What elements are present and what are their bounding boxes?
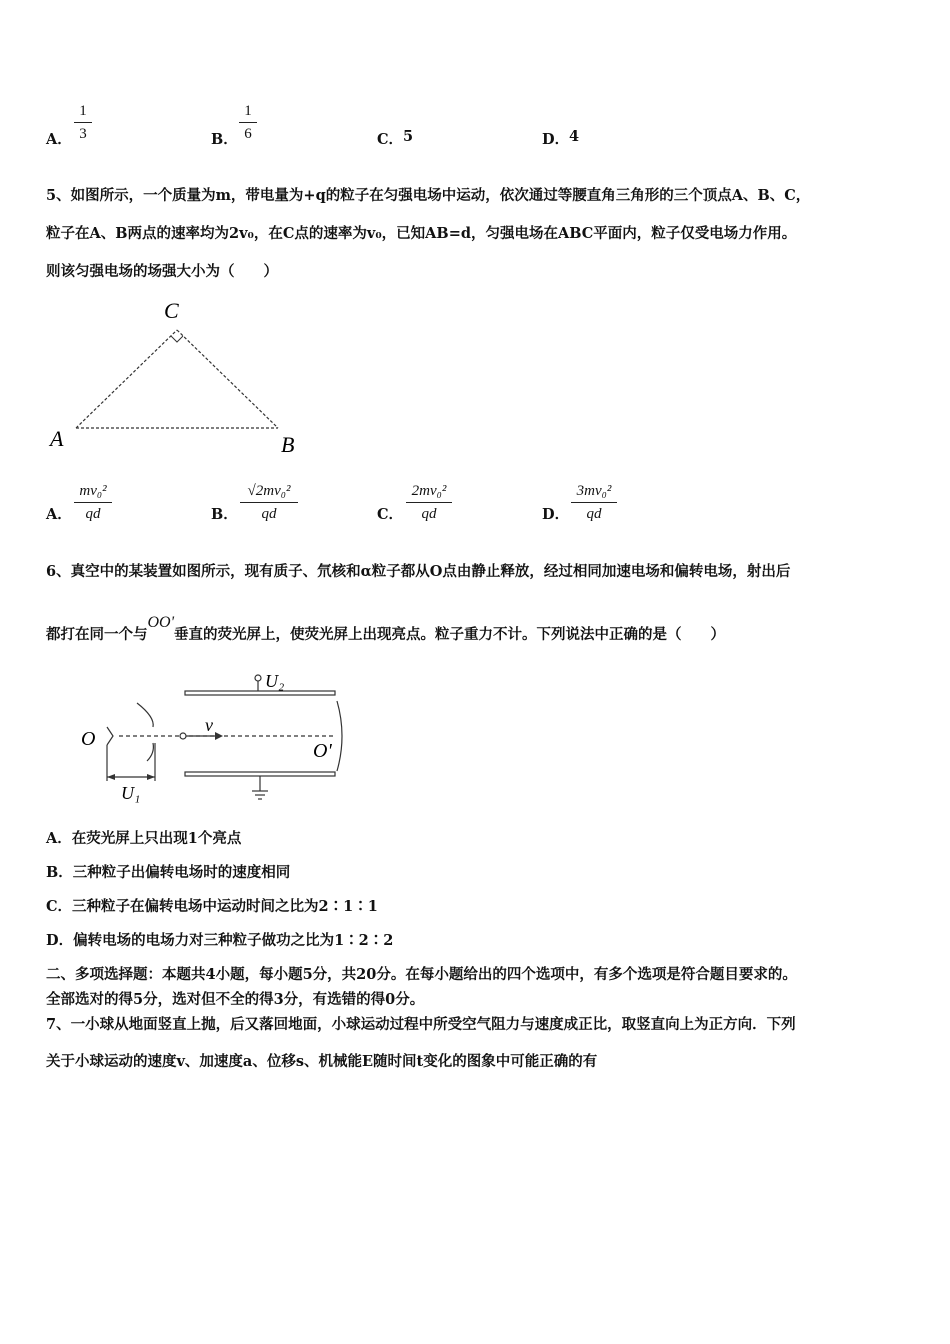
u2-terminal — [255, 675, 261, 681]
q5-option-c-fraction — [406, 482, 452, 523]
q5-option-b-label: B． — [211, 506, 238, 523]
v-label: v — [205, 715, 213, 735]
side-bc — [177, 330, 278, 428]
q5-option-c-label: C． — [377, 506, 404, 523]
q4-option-a-numerator: 1 — [79, 103, 87, 119]
q5-line-3: 则该匀强电场的场强大小为（ ） — [46, 263, 278, 280]
q7-line-1: 7、一小球从地面竖直上抛，后又落回地面，小球运动过程中所受空气阻力与速度成正比，取竖直向上为正方向．下列 — [46, 1016, 796, 1033]
q6-line-2-suffix: 垂直的荧光屏上，使荧光屏上出现亮点。粒子重力不计。下列说法中正确的是（ ） — [174, 626, 726, 643]
fraction-bar — [74, 502, 112, 503]
q7-line-2: 关于小球运动的速度v、加速度a、位移s、机械能E随时间t变化的图象中可能正确的有 — [46, 1053, 598, 1070]
source-plate — [107, 727, 113, 745]
q5-option-a-fraction — [74, 482, 112, 523]
q6-option-a: A．在荧光屏上只出现1个亮点 — [46, 830, 242, 847]
q4-option-b-denominator: 6 — [244, 126, 252, 142]
side-ac — [76, 330, 177, 428]
lower-plate — [185, 772, 335, 776]
q5-option-a-denominator: qd — [85, 506, 101, 522]
accelerating-grid — [137, 703, 153, 727]
q6-option-d: D．偏转电场的电场力对三种粒子做功之比为1∶2∶2 — [46, 932, 394, 949]
q4-option-d-value: 4 — [569, 128, 580, 145]
q4-option-b-label: B． — [211, 131, 238, 148]
q4-option-a-fraction — [74, 102, 92, 143]
vertex-c-label: C — [164, 298, 179, 323]
q5-option-b-fraction — [240, 482, 298, 523]
q4-option-d-label: D． — [542, 131, 570, 148]
q6-line-2 — [46, 614, 726, 645]
q5-option-b-numerator: √2mv₀² — [247, 483, 291, 499]
q4-option-a-label: A． — [46, 131, 72, 148]
u1-arrow-right — [147, 774, 155, 780]
section-2-heading-line-2: 全部选对的得5分，选对但不全的得3分，有选错的得0分。 — [46, 991, 425, 1008]
section-2-heading-line-1: 二、多项选择题：本题共4小题，每小题5分，共20分。在每小题给出的四个选项中，有多个选项是符合题目要求的。 — [46, 966, 797, 983]
q4-option-b-fraction — [239, 102, 257, 143]
q5-option-d-label: D． — [542, 506, 570, 523]
q5-option-b-denominator: qd — [261, 506, 277, 522]
q5-line-1: 5、如图所示，一个质量为m，带电量为+q的粒子在匀强电场中运动，依次通过等腰直角三角形的三个顶点A、B、C， — [46, 187, 811, 204]
q5-option-c-numerator: 2mv₀² — [411, 483, 447, 499]
q6-line-2-prefix: 都打在同一个与 — [46, 626, 148, 643]
q6-option-b: B．三种粒子出偏转电场时的速度相同 — [46, 864, 291, 881]
q4-option-a-denominator: 3 — [79, 126, 87, 142]
q6-line-1: 6、真空中的某装置如图所示，现有质子、氘核和α粒子都从O点由静止释放，经过相同加速电场和偏转电场，射出后 — [46, 563, 791, 580]
fraction-bar — [406, 502, 452, 503]
fraction-bar — [571, 502, 617, 503]
q5-option-a-numerator: mv₀² — [79, 483, 107, 499]
fraction-bar — [239, 122, 257, 123]
q5-option-d-fraction — [571, 482, 617, 523]
q5-line-2: 粒子在A、B两点的速率均为2v₀，在C点的速率为v₀，已知AB=d，匀强电场在ABC平面内，粒子仅受电场力作用。 — [46, 225, 797, 242]
fraction-bar — [240, 502, 298, 503]
q5-option-c-denominator: qd — [421, 506, 437, 522]
screen-curve — [337, 701, 342, 771]
q5-triangle-figure — [40, 290, 320, 465]
q4-option-c-label: C． — [377, 131, 404, 148]
q4-option-c-value: 5 — [403, 128, 414, 145]
u1-label: U₁ — [121, 783, 141, 803]
q6-option-c: C．三种粒子在偏转电场中运动时间之比为2∶1∶1 — [46, 898, 378, 915]
velocity-arrow-head — [215, 732, 223, 740]
fraction-bar — [74, 122, 92, 123]
particle — [180, 733, 186, 739]
u2-label: U₂ — [265, 671, 285, 691]
q6-apparatus-figure — [75, 665, 350, 805]
right-angle-mark — [171, 336, 183, 342]
accelerating-grid — [147, 743, 153, 761]
o-label: O — [81, 728, 96, 750]
q4-option-b-numerator: 1 — [244, 103, 252, 119]
vertex-b-label: B — [281, 432, 295, 457]
q5-option-d-numerator: 3mv₀² — [576, 483, 612, 499]
u1-arrow-left — [107, 774, 115, 780]
vertex-a-label: A — [50, 426, 64, 451]
q5-option-d-denominator: qd — [586, 506, 602, 522]
q5-option-a-label: A． — [46, 506, 72, 523]
o-prime-label: O' — [313, 740, 332, 762]
oo-prime-symbol: OO' — [147, 614, 175, 631]
upper-plate — [185, 691, 335, 695]
